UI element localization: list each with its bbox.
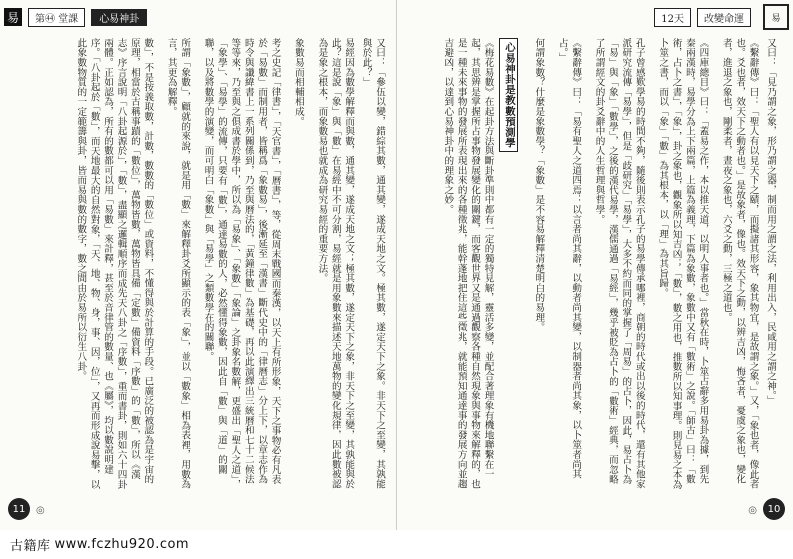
issue-box: 12天 [654, 8, 691, 27]
watermark-url[interactable]: www.fczhu920.com [54, 537, 190, 552]
corner-logo-icon: 易 [4, 8, 22, 26]
left-paragraph-3: 象數易而相輔相成。 [292, 38, 304, 127]
book-title: 心易神卦 [91, 9, 147, 26]
right-paragraph-5: 《繫辭傳》曰：「聖人有以見天下之賾，而擬諸其形容，象其物宜，是故謂之象。」又，「象也者，像此者也。爻也者，效天下之動者也。」是故象者，像也。效天下之動，以辨吉凶，悔吝者，憂虞之象也，變化者，進退之象也，剛柔者，晝夜之象也，六爻之動，三極之道也。 [720, 38, 759, 489]
right-page-number: 10 [763, 498, 785, 520]
left-text-body [14, 38, 386, 492]
left-header [4, 6, 386, 28]
right-paragraph-4: 《四庫總目》曰：「蓋易之作，本以推天道，以明人事者也。」當秋在時，卜筮占辭多用易卦為據，到先秦兩漢時，易學分為上下兩篇，上篇為義理，下篇為象數，象數中又有「數術」之說。「師古」曰：「數術，占卜之書」，「象」，卦之象也，觀象所以知吉凶；「數」，數之用也，推數所以知事理。則見易之本為卜筮之書，而以「象」「數」為其根本，以「理」為其旨歸。 [657, 38, 709, 490]
right-header [403, 6, 789, 28]
right-paragraph-1: 何謂象數？什麼是象數學？「象數」是不容易解釋清楚明白的易理。 [533, 38, 545, 332]
left-paragraph-6: 數」，不是按義取數，計數，數數的「數位」或資料，不懂得與於計算的手段。已廣泛的被認為是宇宙的原理，相當於古稱事蹟的「數位」，萬物皆數，萬物皆具備「定數」備資料「序數」的「數」，所以《漢志》序言說明「八卦起源於」，「數」，盡顯之邏輯順序而成先天八卦之「序數」，重而書卦，則如六十四卦兩體。正如認為，所有的數都可以用「易數」來計釋，甚至於音律管的數量、也《屬》，均以數說明建序。「八卦起於「數」，而天地最大的自然對象，「天、地、物、身，事、因，位」，又再而形成說易擊，以此象數物質的一定範籌與卦，皆而易與數的數字，數之間由於易所以衍生八卦。 [75, 38, 154, 490]
footer-ornament-icon: ◎ [748, 505, 757, 516]
series-label: 改變命運 [697, 8, 751, 27]
right-paragraph-3: 孔子曾感歎學易的時間不夠，隨後則表示孔子的易學傳承哪裡，商朝的時代或出以後的時代，還有其他家派研究流傳「易學」，但是「歧研究」「易學」，大多不約而同的掌握了「周易」的占卜，因此，易占卜為「易」與「象」「數學」，之後的漢代易學，漢儒通過「易經」，幾乎被貶為占卜的「數術」經典，而忽略了所謂經文的卦爻辭中的人生哲理與哲學。 [593, 38, 645, 489]
right-intro: 《梅花易數》在起卦方法與斷卦準則中都有一定的獨特見解，靈活多變，並配合著理象有機地聯繫在一起，其思辨是掌握所占事物發展變化的關鍵，而客觀世界又是通過觀察各種自然現象與事物來解釋的，也是一種未來事物的發展所表現出來的各種徵兆，能幹蓬地把住這些徵兆，就能預知通達事的發展方向並趨吉避凶，以達到心易神卦中的理象之妙。 [442, 38, 494, 489]
seal-icon: 易 [763, 4, 789, 30]
watermark-bar [0, 530, 793, 559]
left-paragraph-2: 易經因為數學解釋而與數，通其變，遂成天地之文；極其數，遂定天下之象，非天下之至變，其孰能與於此？這是說「象」與「數」在易經中不可分割，易經就是用象數來描述天地萬物的變化規律，因此數被認為是象之根本，而象數易也就成為研究易經的重要方法。 [316, 38, 355, 489]
left-page [0, 0, 397, 530]
footer-ornament-icon: ◎ [36, 505, 45, 516]
watermark-site-name: 古籍库 [10, 539, 51, 554]
section-heading: 心易神卦是教數預測學 [499, 38, 518, 152]
right-paragraph-6: 又曰：「見乃謂之象，形乃謂之器，制而用之謂之法，利用出入，民咸用之謂之神。」 [765, 38, 776, 406]
left-page-number: 11 [8, 498, 30, 520]
left-paragraph-4: 考之史記「律書」，「天官書」，「曆書」，等，從周末戰國而秦漢，以天上有所形象，天下之事物必有凡表於「易數」而制用者，皆稱爲「象數易」，後漸延至「漢書」斷代史中的「律曆志」分上下，以章志作為時令與讖緯書上一系列關係到，乃至與曆法的，「黃鐘律數」為基礎，再以此演繹出三統曆和七十二候法等等來，乃至與之俱成書於學中，所以為「易象」、「象數」「象論」之卦象名數解，更盛出「聖人之道」，「象學」、「易學」的流傳，只要有「數」，通達易數的人，必然懂得象數，因此自「數」與「道」的關聯，以及將數學的演變，而可明白「象數」與「易學」之類數學在的關聯。 [202, 38, 281, 490]
right-text-body [407, 38, 777, 492]
chapter-tag: 第㊹ 堂課 [28, 8, 85, 27]
right-page [397, 0, 793, 530]
left-paragraph-5: 所謂「象數」，顧就的來說，就是用「數」來解釋卦爻所顯示的表「象」，並以「數象」相為表裡，用數為言，其更為解釋。 [165, 38, 191, 489]
right-paragraph-2: 《繫辭傳》曰：「易有聖人之道四焉：以言者尚其辭，以動者尚其變，以制器者尚其象，以卜筮者尚其占。」 [556, 38, 582, 479]
left-paragraph-1: 又曰：「參伍以變，錯綜其數，通其變，遂成天地之文。極其數，遂定天下之象。非天下之至變，其孰能與於此？」 [360, 38, 385, 489]
